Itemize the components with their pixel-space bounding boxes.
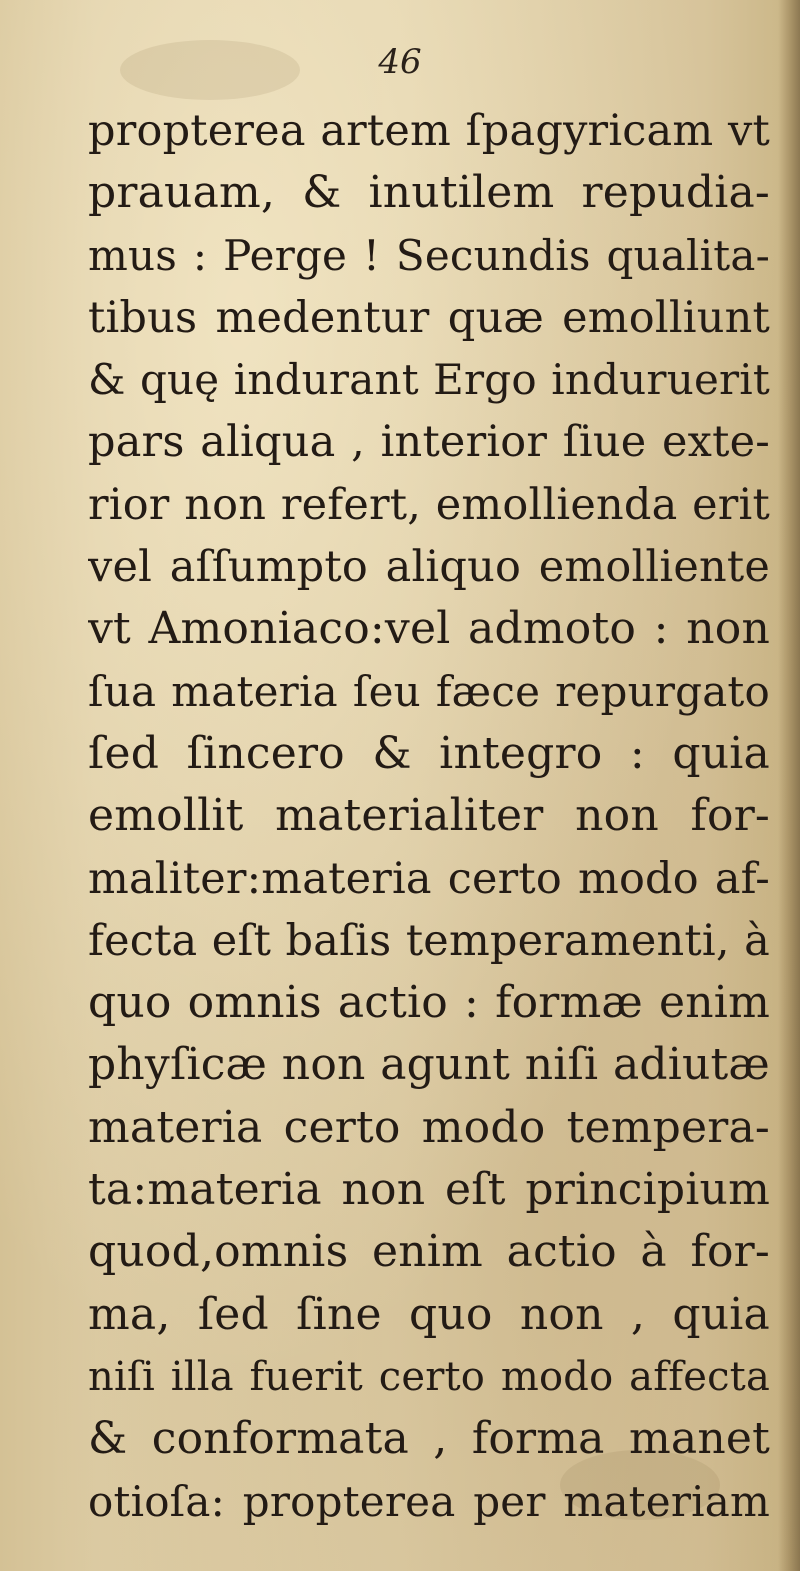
body-text: [88, 100, 770, 1533]
text-line: tibus medentur quæ emolliunt: [88, 292, 770, 343]
text-line: quo omnis actio : formæ enim: [88, 977, 770, 1029]
text-line: & quę indurant Ergo induruerit: [88, 355, 770, 405]
text-line: ma, ſed ſine quo non , quia: [88, 1288, 770, 1340]
page-number: 46: [378, 42, 422, 82]
page-gutter-shadow: [778, 0, 800, 1571]
text-line: phyſicæ non agunt niſi adiutæ: [88, 1039, 770, 1091]
text-line: ſua materia ſeu fæce repurgato: [88, 666, 770, 716]
text-line: vel aſſumpto aliquo emolliente: [88, 542, 770, 593]
text-line: ta:materia non eſt principium: [88, 1164, 770, 1216]
text-line: fecta eſt baſis temperamenti, à: [88, 915, 770, 966]
text-line: prauam, & inutilem repudia-: [88, 167, 770, 219]
text-line: maliter:materia certo modo af-: [88, 853, 770, 904]
text-line: materia certo modo tempera-: [88, 1101, 770, 1153]
text-line: pars aliqua , interior ſiue exte-: [88, 417, 770, 468]
text-line: otioſa: propterea per materiam: [88, 1476, 770, 1526]
text-line: propterea artem ſpagyricam vt: [88, 106, 770, 156]
text-line: emollit materialiter non for-: [88, 790, 770, 842]
text-line: niſi illa fuerit certo modo affecta: [88, 1353, 770, 1400]
text-line: ſed ſincero & integro : quia: [88, 727, 770, 779]
text-line: quod,omnis enim actio à for-: [88, 1226, 770, 1278]
text-line: & conformata , forma manet: [88, 1413, 770, 1465]
text-line: vt Amoniaco:vel admoto : non: [88, 603, 770, 655]
text-line: mus : Perge ! Secundis qualita-: [88, 230, 770, 280]
paper-stain: [120, 40, 300, 100]
text-line: rior non refert, emollienda erit: [88, 479, 770, 530]
